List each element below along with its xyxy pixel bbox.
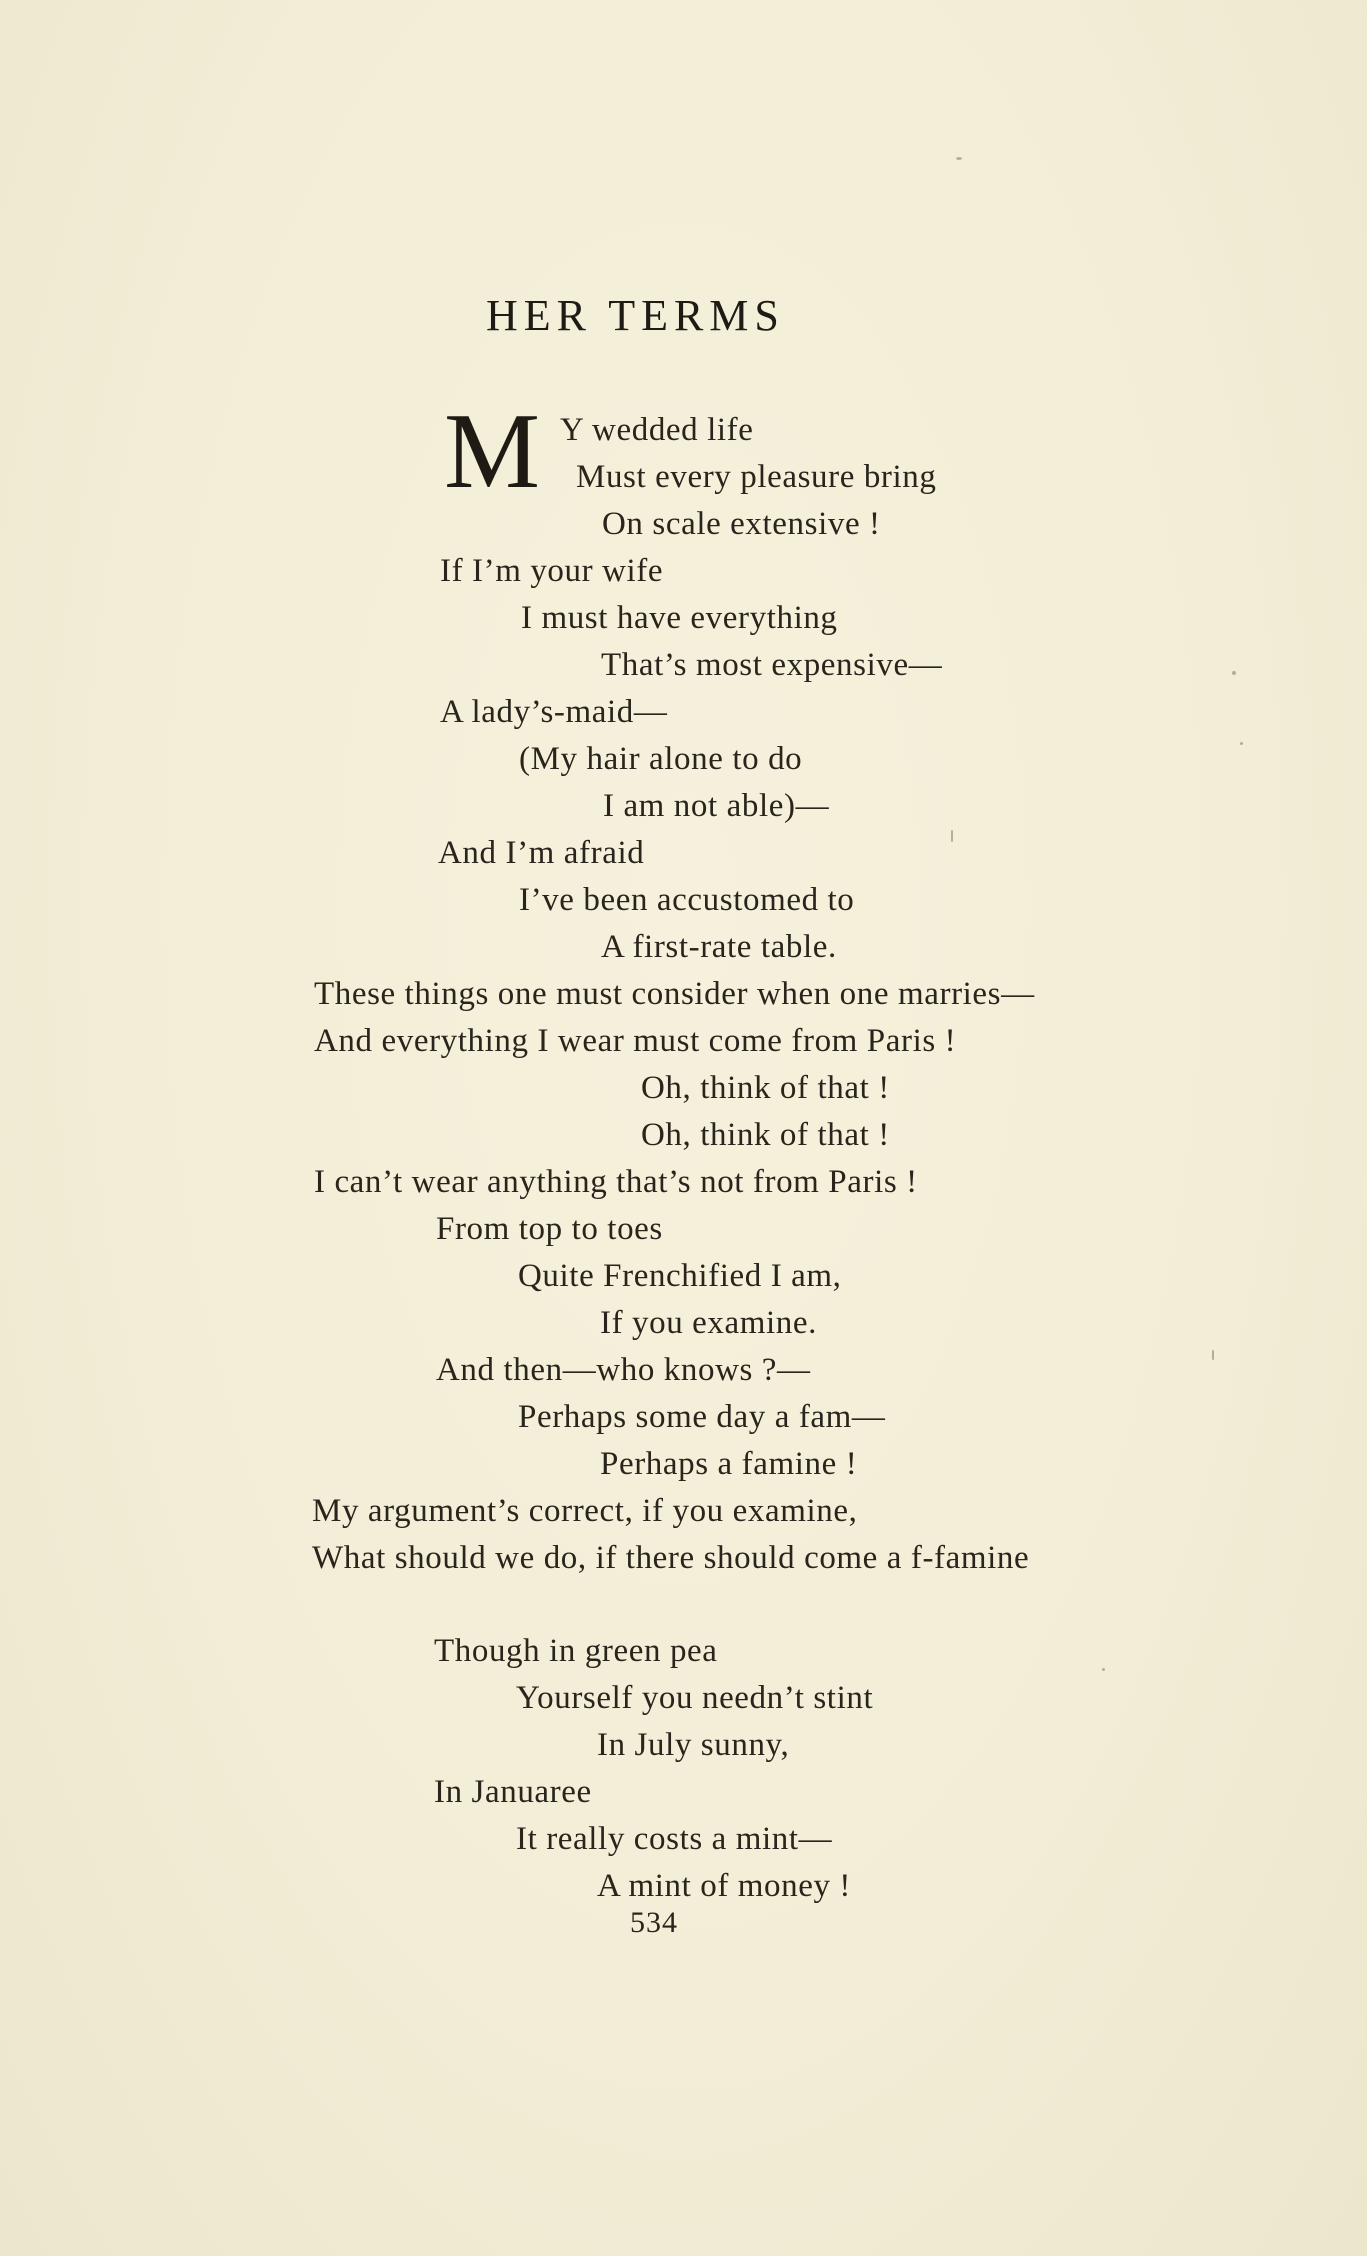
poem-line: And then—who knows ?— <box>436 1352 811 1388</box>
poem-line: Quite Frenchified I am, <box>518 1258 842 1294</box>
poem-line: If I’m your wife <box>440 553 664 589</box>
drop-cap: M <box>444 392 541 511</box>
poem-line: What should we do, if there should come a f-famine <box>312 1540 1030 1576</box>
poem-line: These things one must consider when one marries— <box>314 976 1035 1012</box>
poem-line: Y wedded life <box>560 412 754 448</box>
poem-title: HER TERMS <box>486 291 785 340</box>
poem-line: In July sunny, <box>597 1727 790 1763</box>
paper-speck <box>1212 1350 1214 1360</box>
poem-line: On scale extensive ! <box>602 506 881 542</box>
poem-line: I must have everything <box>521 600 838 636</box>
paper-speck <box>956 157 962 160</box>
poem-line: It really costs a mint— <box>516 1821 833 1857</box>
poem-line: A first-rate table. <box>601 929 837 965</box>
paper-speck <box>1102 1668 1105 1671</box>
poem-line: And everything I wear must come from Paris ! <box>314 1023 957 1059</box>
poem-line: (My hair alone to do <box>519 741 803 777</box>
paper-speck <box>1240 742 1243 745</box>
poem-line: A lady’s-maid— <box>440 694 668 730</box>
paper-speck <box>951 830 953 842</box>
poem-line: Yourself you needn’t stint <box>516 1680 874 1716</box>
page-number: 534 <box>630 1906 678 1939</box>
poem-line: Must every pleasure bring <box>576 459 937 495</box>
poem-line: I can’t wear anything that’s not from Paris ! <box>314 1164 918 1200</box>
poem-line: A mint of money ! <box>597 1868 852 1904</box>
poem-line: In Januaree <box>434 1774 592 1810</box>
poem-line: Though in green pea <box>434 1633 718 1669</box>
poem-line: If you examine. <box>600 1305 818 1341</box>
poem-line: My argument’s correct, if you examine, <box>312 1493 858 1529</box>
paper-speck <box>1232 671 1236 675</box>
poem-line: Perhaps a famine ! <box>600 1446 858 1482</box>
poem-line: Oh, think of that ! <box>641 1070 890 1106</box>
poem-line: Oh, think of that ! <box>641 1117 890 1153</box>
poem-line: From top to toes <box>436 1211 663 1247</box>
poem-line: That’s most expensive— <box>601 647 943 683</box>
poem-line: And I’m afraid <box>438 835 645 871</box>
poem-line: I am not able)— <box>603 788 830 824</box>
poem-line: Perhaps some day a fam— <box>518 1399 886 1435</box>
poem-line: I’ve been accustomed to <box>519 882 855 918</box>
